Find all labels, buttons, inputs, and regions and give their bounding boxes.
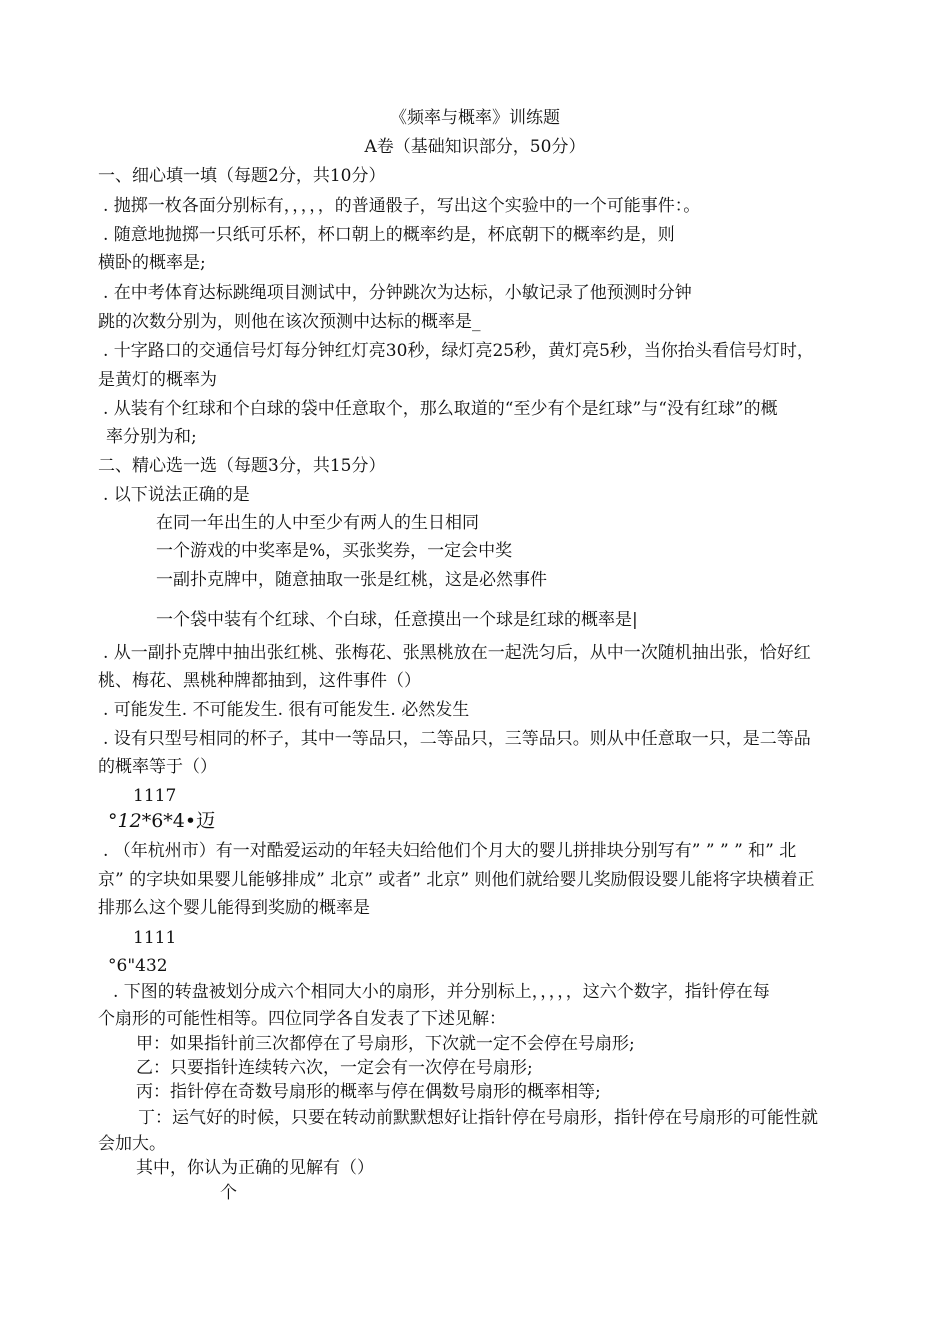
question-10-unit: 个 bbox=[220, 1183, 237, 1203]
question-4-line1: . 十字路口的交通信号灯每分钟红灯亮30秒，绿灯亮25秒，黄灯亮5秒，当你抬头看信号灯时， bbox=[103, 341, 814, 361]
question-6-option-3: 一副扑克牌中，随意抽取一张是红桃，这是必然事件 bbox=[156, 570, 547, 590]
question-10-line1: . 下图的转盘被划分成六个相同大小的扇形，并分别标上，，，，，这六个数字，指针停在每 bbox=[113, 982, 770, 1002]
question-7-line1: . 从一副扑克牌中抽出张红桃、张梅花、张黑桃放在一起洗匀后，从中一次随机抽出张，恰好红 bbox=[103, 643, 811, 663]
question-4-line2: 是黄灯的概率为 bbox=[98, 370, 217, 390]
question-9-denominators: °6"432 bbox=[108, 956, 168, 976]
question-10-opinion-yi: 乙：只要指针连续转六次，一定会有一次停在号扇形; bbox=[136, 1058, 533, 1078]
question-10-line2: 个扇形的可能性相等。四位同学各自发表了下述见解： bbox=[98, 1009, 506, 1029]
document-title: 《频率与概率》训练题 bbox=[390, 108, 560, 128]
question-2-line2: 横卧的概率是; bbox=[98, 253, 206, 273]
question-6-option-2: 一个游戏的中奖率是%，买张奖券，一定会中奖 bbox=[156, 541, 513, 561]
question-1: . 抛掷一枚各面分别标有，，，，，的普通骰子，写出这个实验中的一个可能事件：。 bbox=[103, 196, 701, 216]
question-8-denominator-prefix: ° bbox=[108, 810, 118, 832]
document-subtitle: A卷（基础知识部分，50分） bbox=[364, 137, 586, 157]
question-10-ask: 其中，你认为正确的见解有（） bbox=[136, 1158, 374, 1178]
question-8-line1: . 设有只型号相同的杯子，其中一等品只，二等品只，三等品只。则从中任意取一只，是二等品 bbox=[103, 729, 811, 749]
question-10-opinion-bing: 丙：指针停在奇数号扇形的概率与停在偶数号扇形的概率相等; bbox=[136, 1082, 601, 1102]
question-8-denominators bbox=[108, 810, 215, 832]
question-8-denominator-rest: *6*4•迈 bbox=[141, 810, 216, 832]
question-8-line2: 的概率等于（） bbox=[98, 757, 217, 777]
section1-heading: 一、细心填一填（每题2分，共10分） bbox=[98, 166, 386, 186]
question-9-line2: 京” 的字块如果婴儿能够排成” 北京” 或者” 北京” 则他们就给婴儿奖励假设婴儿能将字块横着正 bbox=[98, 870, 815, 890]
question-8-numerators: 1117 bbox=[133, 786, 177, 806]
section2-heading: 二、精心选一选（每题3分，共15分） bbox=[98, 456, 386, 476]
question-6-option-4: 一个袋中装有个红球、个白球，任意摸出一个球是红球的概率是| bbox=[156, 610, 638, 630]
question-3-line2: 跳的次数分别为，则他在该次预测中达标的概率是_ bbox=[98, 312, 481, 332]
question-7-options: . 可能发生. 不可能发生. 很有可能发生. 必然发生 bbox=[103, 700, 470, 720]
question-9-line1: . （年杭州市）有一对酷爱运动的年轻夫妇给他们个月大的婴儿拼排块分别写有” ” ” ” 和” 北 bbox=[103, 841, 797, 861]
question-6-option-1: 在同一年出生的人中至少有两人的生日相同 bbox=[156, 513, 479, 533]
question-9-line3: 排那么这个婴儿能得到奖励的概率是 bbox=[98, 898, 370, 918]
question-7-line2: 桃、梅花、黑桃种牌都抽到，这件事件（） bbox=[98, 671, 421, 691]
question-8-denominator-12: 12 bbox=[117, 810, 142, 832]
question-9-numerators: 1111 bbox=[133, 928, 177, 948]
question-5-line1: . 从装有个红球和个白球的袋中任意取个，那么取道的“至少有个是红球”与“没有红球”的概 bbox=[103, 399, 778, 419]
question-10-opinion-ding-line2: 会加大。 bbox=[98, 1134, 166, 1154]
question-3-line1: . 在中考体育达标跳绳项目测试中，分钟跳次为达标，小敏记录了他预测时分钟 bbox=[103, 283, 692, 303]
question-6: . 以下说法正确的是 bbox=[103, 485, 250, 505]
question-10-opinion-ding-line1: 丁：运气好的时候，只要在转动前默默想好让指针停在号扇形，指针停在号扇形的可能性就 bbox=[138, 1108, 818, 1128]
question-5-line2: 率分别为和; bbox=[106, 427, 197, 447]
question-10-opinion-jia: 甲：如果指针前三次都停在了号扇形，下次就一定不会停在号扇形; bbox=[136, 1034, 635, 1054]
question-2-line1: . 随意地抛掷一只纸可乐杯，杯口朝上的概率约是，杯底朝下的概率约是，则 bbox=[103, 225, 675, 245]
